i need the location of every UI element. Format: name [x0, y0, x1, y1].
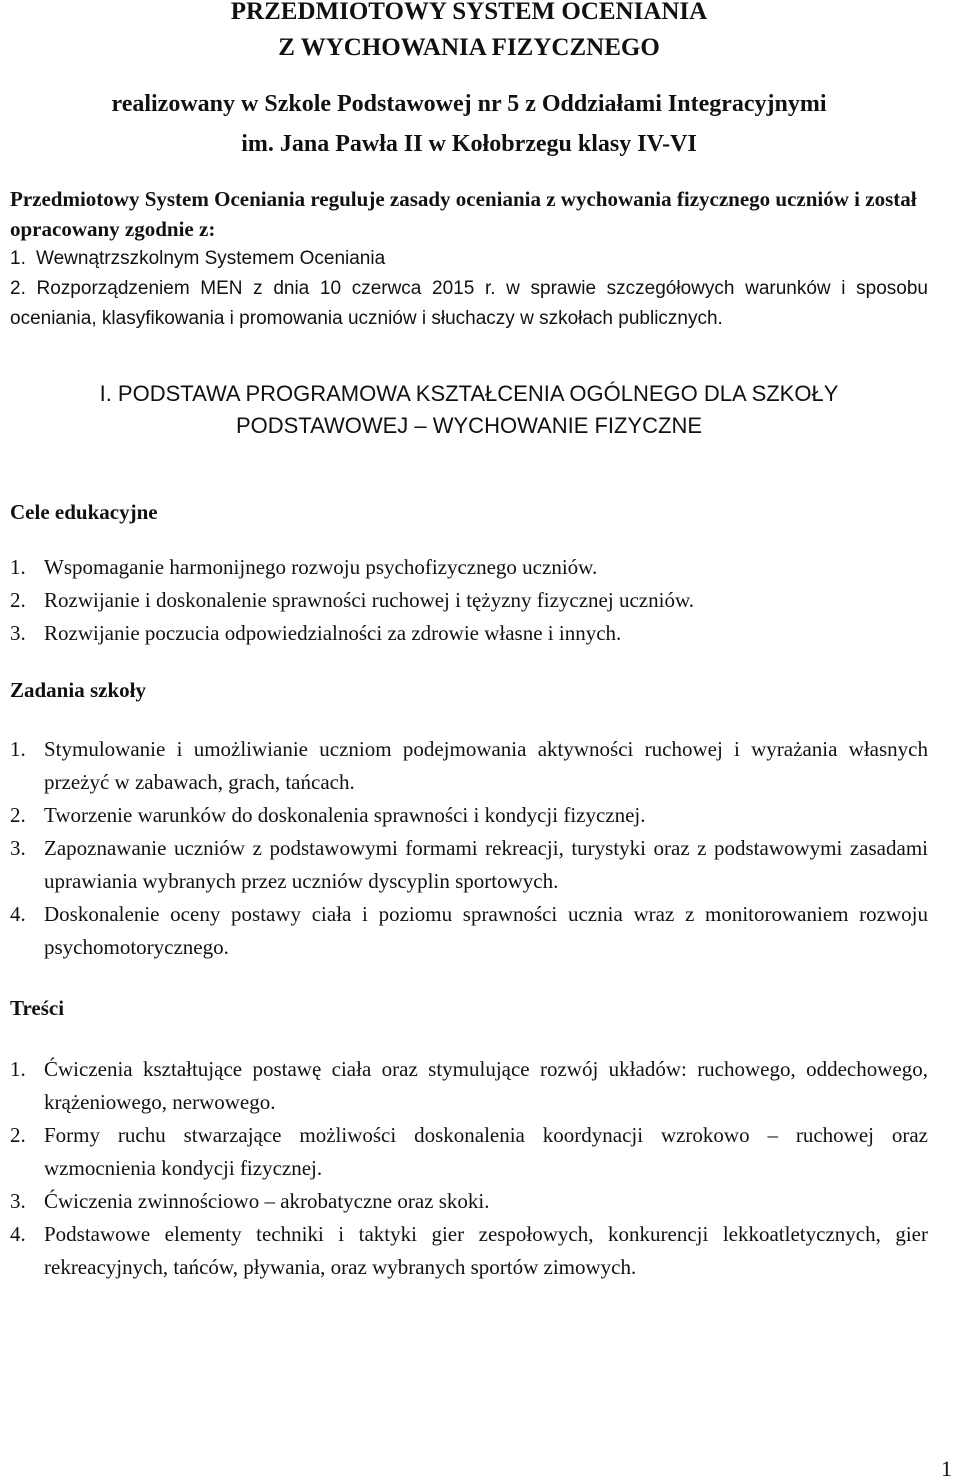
list-text: Zapoznawanie uczniów z podstawowymi formami rekreacji, turystyki oraz z podstawowymi zasadami uprawiania wybranych przez uczniów dyscyplin sportowych. [44, 836, 928, 893]
intro-list [10, 244, 928, 334]
tresci-list [10, 1053, 928, 1284]
subtitle-line-1: realizowany w Szkole Podstawowej nr 5 z Oddziałami Integracyjnymi [111, 91, 827, 117]
list-item [10, 832, 928, 898]
list-text: Doskonalenie oceny postawy ciała i poziomu sprawności ucznia wraz z monitorowaniem rozwoju psychomotorycznego. [44, 902, 928, 959]
list-item [10, 799, 928, 832]
intro-paragraph: Przedmiotowy System Oceniania reguluje zasady oceniania z wychowania fizycznego uczniów i został opracowany zgodnie z: [10, 187, 917, 241]
list-item [10, 584, 928, 617]
list-number: 1. [10, 1057, 26, 1081]
list-text: Podstawowe elementy techniki i taktyki gier zespołowych, konkurencji lekkoatletycznych, gier rekreacyjnych, tańców, pływania, oraz wybranych sportów zimowych. [44, 1222, 928, 1279]
list-text: Rozporządzeniem MEN z dnia 10 czerwca 2015 r. w sprawie szczegółowych warunków i sposobu oceniania, klasyfikowania i promowania uczniów i słuchaczy w szkołach publicznych. [10, 278, 928, 329]
list-item [10, 1119, 928, 1185]
document-title [10, 0, 928, 66]
page-number: 1 [941, 1456, 952, 1481]
list-number: 4. [10, 902, 26, 926]
section-heading-line-1: I. PODSTAWA PROGRAMOWA KSZTAŁCENIA OGÓLNEGO DLA SZKOŁY [99, 381, 839, 406]
list-item [10, 733, 928, 799]
list-text: Ćwiczenia kształtujące postawę ciała oraz stymulujące rozwój układów: ruchowego, oddechowego, krążeniowego, nerwowego. [44, 1057, 928, 1114]
list-number: 2. [10, 588, 26, 612]
list-number: 3. [10, 836, 26, 860]
cele-list [10, 551, 928, 650]
list-text: Rozwijanie poczucia odpowiedzialności za zdrowie własne i innych. [44, 621, 622, 645]
title-line-2: Z WYCHOWANIA FIZYCZNEGO [278, 34, 660, 61]
list-item [10, 617, 928, 650]
list-item [10, 1218, 928, 1284]
list-text: Rozwijanie i doskonalenie sprawności ruchowej i tężyzny fizycznej uczniów. [44, 588, 694, 612]
cele-heading: Cele edukacyjne [10, 500, 158, 524]
list-number: 2. [10, 278, 26, 299]
section-heading-line-2: PODSTAWOWEJ – WYCHOWANIE FIZYCZNE [235, 413, 703, 438]
zadania-heading: Zadania szkoły [10, 678, 146, 702]
intro-list-item [10, 274, 928, 334]
list-item [10, 1053, 928, 1119]
list-number: 2. [10, 1123, 26, 1147]
zadania-list [10, 733, 928, 964]
list-text: Ćwiczenia zwinnościowo – akrobatyczne oraz skoki. [44, 1189, 490, 1213]
list-text: Wewnątrzszkolnym Systemem Oceniania [36, 248, 386, 269]
tresci-heading: Treści [10, 996, 65, 1020]
list-text: Formy ruchu stwarzające możliwości doskonalenia koordynacji wzrokowo – ruchowej oraz wzmocnienia kondycji fizycznej. [44, 1123, 928, 1180]
list-number: 1. [10, 737, 26, 761]
document-subtitle [10, 84, 928, 164]
list-number: 3. [10, 1189, 26, 1213]
title-line-1: PRZEDMIOTOWY SYSTEM OCENIANIA [230, 0, 708, 25]
list-number: 1. [10, 248, 26, 269]
list-number: 3. [10, 621, 26, 645]
list-text: Wspomaganie harmonijnego rozwoju psychofizycznego uczniów. [44, 555, 598, 579]
list-number: 1. [10, 555, 26, 579]
document-page [10, 0, 928, 1284]
intro-list-item [10, 244, 928, 274]
list-number: 4. [10, 1222, 26, 1246]
list-text: Tworzenie warunków do doskonalenia sprawności i kondycji fizycznej. [44, 803, 646, 827]
list-text: Stymulowanie i umożliwianie uczniom podejmowania aktywności ruchowej i wyrażania własnych przeżyć w zabawach, grach, tańcach. [44, 737, 928, 794]
subtitle-line-2: im. Jana Pawła II w Kołobrzegu klasy IV-VI [241, 131, 697, 157]
list-number: 2. [10, 803, 26, 827]
list-item [10, 1185, 928, 1218]
list-item [10, 898, 928, 964]
section-heading [10, 378, 928, 442]
list-item [10, 551, 928, 584]
